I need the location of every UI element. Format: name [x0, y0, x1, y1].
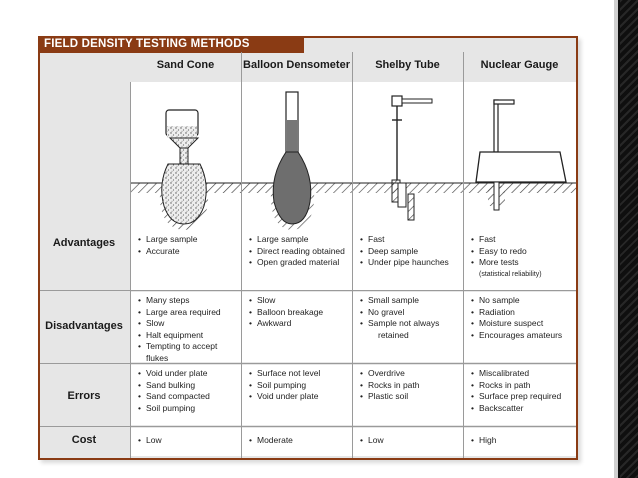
list-item: • Many steps	[138, 295, 235, 307]
list-item: • Tempting to accept flukes	[138, 341, 235, 364]
list-item: • Large sample	[249, 234, 346, 246]
list-item: • Moisture suspect	[471, 318, 570, 330]
list-item: • Small sample	[360, 295, 457, 307]
cell-errors-nuclear	[463, 365, 576, 425]
list-item: • Accurate	[138, 246, 235, 258]
list-item: • Easy to redo	[471, 246, 570, 258]
list-item: • Miscalibrated	[471, 368, 570, 380]
list-item: • Backscatter	[471, 403, 570, 415]
list-item: • Direct reading obtained	[249, 246, 346, 258]
column-header-nuclear-gauge: Nuclear Gauge	[480, 59, 559, 71]
list-item: • Low	[360, 435, 457, 447]
row-divider	[40, 363, 576, 364]
cell-cost-balloon	[241, 428, 352, 456]
list-item: • Open graded material	[249, 257, 346, 269]
row-label-errors: Errors	[67, 390, 101, 402]
column-header-sand-cone: Sand Cone	[156, 59, 215, 71]
row-label-cost: Cost	[71, 434, 97, 446]
list-item: • No sample	[471, 295, 570, 307]
list-item: • Void under plate	[138, 368, 235, 380]
label-column-divider	[130, 82, 131, 458]
nuclear-gauge-diagram	[476, 100, 566, 210]
list-item: • Surface not level	[249, 368, 346, 380]
method-diagrams-svg	[130, 82, 576, 231]
cell-disadvantages-shelby	[352, 292, 463, 362]
cell-disadvantages-nuclear	[463, 292, 576, 362]
list-item: • Void under plate	[249, 391, 346, 403]
list-item: • Moderate	[249, 435, 346, 447]
shelby-tube-diagram	[392, 96, 432, 220]
cell-cost-nuclear	[463, 428, 576, 456]
cell-disadvantages-balloon	[241, 292, 352, 362]
list-item-note: (statistical reliability)	[479, 270, 542, 278]
list-item: • Overdrive	[360, 368, 457, 380]
list-item: • Slow	[138, 318, 235, 330]
list-item: • Encourages amateurs	[471, 330, 570, 342]
cell-cost-shelby	[352, 428, 463, 456]
row-label-advantages: Advantages	[52, 237, 116, 249]
list-item: • High	[471, 435, 570, 447]
row-label-disadvantages: Disadvantages	[45, 320, 123, 332]
row-divider	[40, 290, 576, 291]
list-item: • Rocks in path	[471, 380, 570, 392]
list-item: • Under pipe haunches	[360, 257, 457, 269]
list-item: • No gravel	[360, 307, 457, 319]
cell-advantages-balloon	[241, 231, 352, 290]
cell-errors-sand-cone	[130, 365, 241, 425]
sand-cone-diagram	[160, 110, 208, 230]
list-item: • Rocks in path	[360, 380, 457, 392]
list-item: • Balloon breakage	[249, 307, 346, 319]
column-divider	[241, 52, 242, 458]
cell-advantages-shelby	[352, 231, 463, 290]
list-item: • Large sample	[138, 234, 235, 246]
list-item: • Slow	[249, 295, 346, 307]
list-item: • Plastic soil	[360, 391, 457, 403]
table-title: FIELD DENSITY TESTING METHODS	[38, 36, 304, 53]
list-item: • Sample not always	[360, 318, 457, 330]
list-item: • Sand compacted	[138, 391, 235, 403]
list-item: • Surface prep required	[471, 391, 570, 403]
cell-errors-shelby	[352, 365, 463, 425]
cell-disadvantages-sand-cone	[130, 292, 241, 362]
column-divider	[463, 52, 464, 458]
decorative-side-strip	[614, 0, 638, 478]
list-item: • Low	[138, 435, 235, 447]
list-item: • Halt equipment	[138, 330, 235, 342]
row-divider	[40, 426, 576, 427]
list-item-continuation: retained	[378, 329, 409, 340]
list-item: • Awkward	[249, 318, 346, 330]
list-item: • Fast	[360, 234, 457, 246]
method-diagrams	[130, 82, 576, 231]
list-item: • Large area required	[138, 307, 235, 319]
column-header-shelby-tube: Shelby Tube	[375, 59, 440, 71]
list-item: • Soil pumping	[138, 403, 235, 415]
list-item: • Fast	[471, 234, 570, 246]
list-item: • Radiation	[471, 307, 570, 319]
balloon-densometer-diagram	[271, 92, 314, 230]
list-item: • Sand bulking	[138, 380, 235, 392]
list-item: • Deep sample	[360, 246, 457, 258]
cell-advantages-nuclear	[463, 231, 576, 290]
list-item: • Soil pumping	[249, 380, 346, 392]
column-header-balloon-densometer: Balloon Densometer	[243, 59, 350, 71]
cell-advantages-sand-cone	[130, 231, 241, 290]
list-item: • More tests	[471, 257, 570, 269]
cell-cost-sand-cone	[130, 428, 241, 456]
column-divider	[352, 52, 353, 458]
cell-errors-balloon	[241, 365, 352, 425]
